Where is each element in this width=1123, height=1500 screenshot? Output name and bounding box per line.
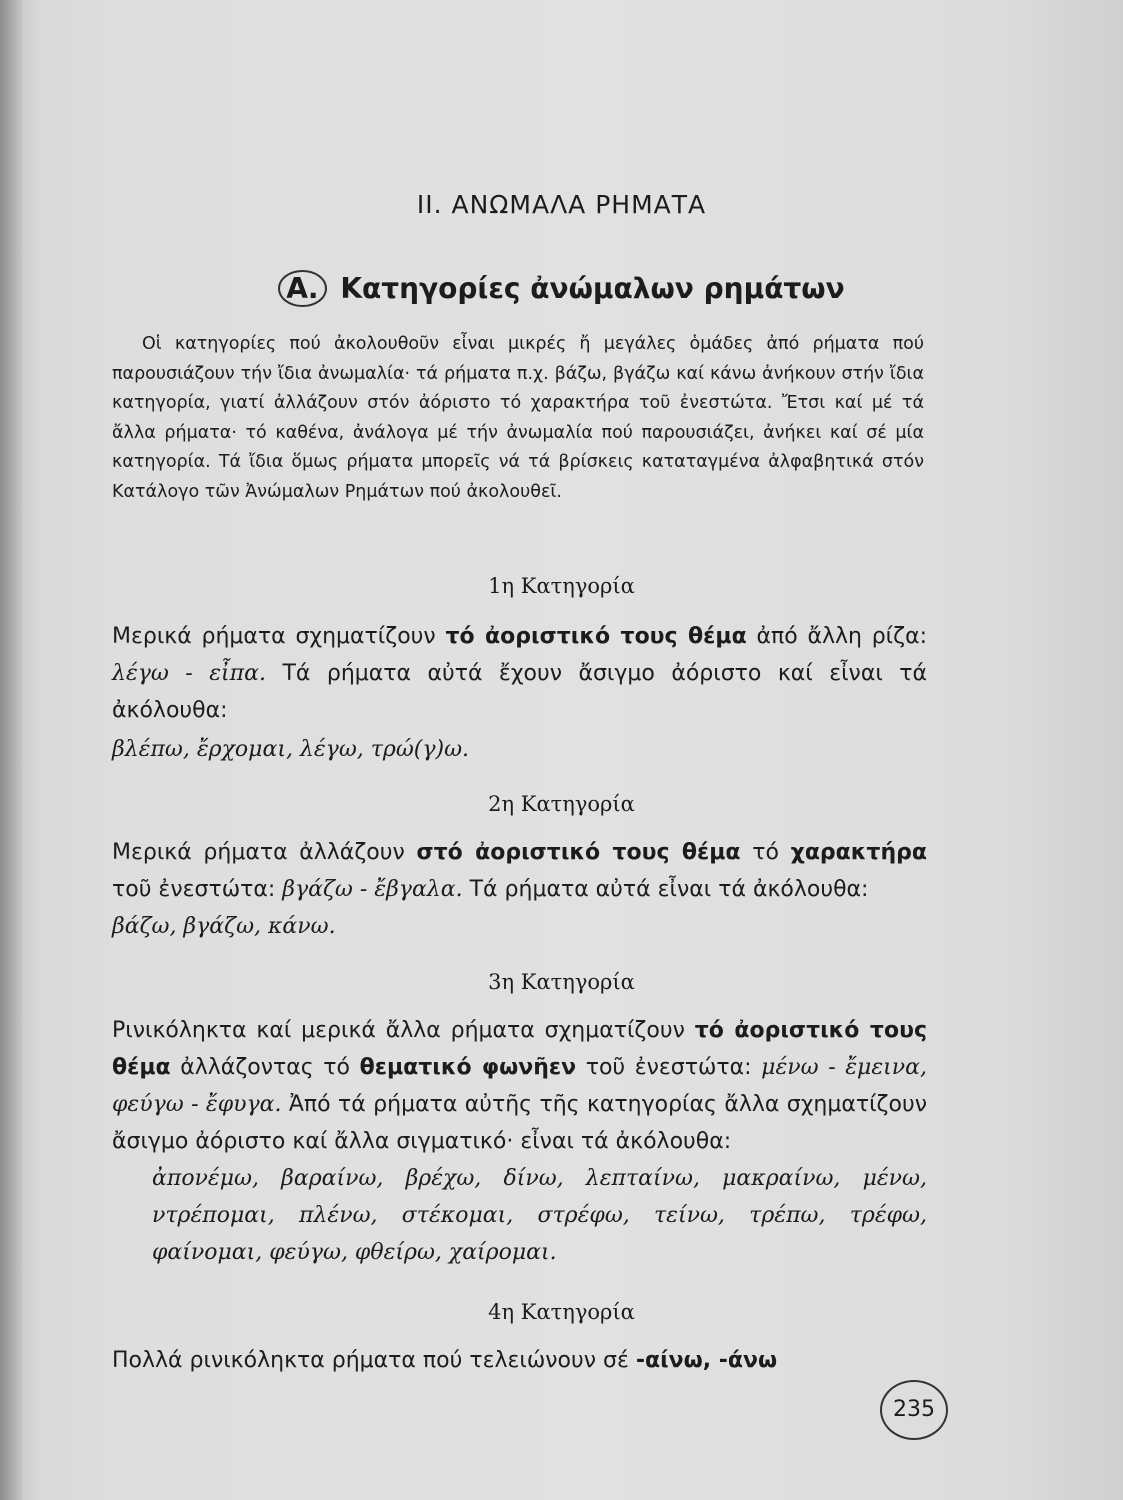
section-title: II. ΑΝΩΜΑΛΑ ΡΗΜΑΤΑ [416,190,707,219]
category-1-example: λέγω - εἶπα. [112,661,266,686]
category-2-title: 2η Κατηγορία [488,792,635,816]
category-2-example: βγάζω - ἔβγαλα. [282,877,463,902]
category-2-text-3: τοῦ ἐνεστώτα: [112,877,283,902]
category-3-text-4: Ἀπό τά ρήματα αὐτῆς τῆς κατηγορίας ἄλλα σχηματίζουν ἄσιγμο ἀόριστο καί ἄλλα σιγματικό· εἶναι τά ἀκόλουθα: [112,1092,927,1154]
category-1-text-2: ἀπό ἄλλη ρίζα: [746,624,927,649]
category-3-bold-2: θεματικό φωνῆεν [359,1055,577,1080]
category-3-title: 3η Κατηγορία [488,970,635,994]
category-2-text-1: Μερικά ρήματα ἀλλάζουν [112,840,417,865]
category-4-text [112,1342,927,1379]
category-3-text-2: ἀλλάζοντας τό [170,1055,360,1080]
category-2-body [112,834,927,945]
category-1-title: 1η Κατηγορία [488,574,635,598]
category-2-bold-1: στό ἀοριστικό τους θέμα [416,840,741,865]
category-4-bold-1: -αίνω, -άνω [635,1348,778,1373]
category-2-text [112,834,927,908]
category-3-text-3: τοῦ ἐνεστώτα: [576,1055,762,1080]
category-2-bold-2: χαρακτήρα [790,840,927,865]
category-4-title: 4η Κατηγορία [488,1300,635,1324]
subsection-title [0,270,1123,307]
page-number: 235 [880,1380,948,1440]
category-1-bold-1: τό ἀοριστικό τους θέμα [445,624,747,649]
category-1-text [112,618,927,729]
category-1-body [112,618,927,768]
category-2-text-2: τό [740,840,791,865]
category-3-example: μένω - ἔμεινα, φεύγω - ἔφυγα. [112,1055,927,1117]
category-3-body [112,1012,927,1271]
category-3-text-1: Ρινικόληκτα καί μερικά ἄλλα ρήματα σχηματίζουν [112,1018,695,1043]
category-1-text-3: Τά ρήματα αὐτά ἔχουν ἄσιγμο ἀόριστο καί εἶναι τά ἀκόλουθα: [112,661,927,723]
book-spine-shadow [0,0,22,1500]
category-1-text-1: Μερικά ρήματα σχηματίζουν [112,624,446,649]
intro-paragraph [112,330,924,507]
category-3-text [112,1012,927,1160]
subsection-title-text: Κατηγορίες ἀνώμαλων ρημάτων [340,272,845,305]
intro-text: Οἱ κατηγορίες πού ἀκολουθοῦν εἶναι μικρές ἤ μεγάλες ὁμάδες ἀπό ρήματα πού παρουσιάζουν τήν ἴδια ἀνωμαλία· τά ρήματα π.χ. βάζω, βγάζω καί κάνω ἀνήκουν στήν ἴδια κατηγορία, γιατί ἀλλάζουν στόν ἀόριστο τό χαρακτήρα τοῦ ἐνεστώτα. Ἔτσι καί μέ τά ἄλλα ρήματα· τό καθένα, ἀνάλογα μέ τήν ἀνωμαλία πού παρουσιάζει, ἀνήκει καί σέ μία κατηγορία. Τά ἴδια ὅμως ρήματα μπορεῖς νά τά βρίσκεις καταταγμένα ἀλφαβητικά στόν Κατάλογο τῶν Ἀνώμαλων Ρημάτων πού ἀκολουθεῖ. [112,334,924,502]
category-2-verb-list: βάζω, βγάζω, κάνω. [112,914,336,939]
category-3-verb-list: ἀπονέμω, βαραίνω, βρέχω, δίνω, λεπταίνω, μακραίνω, μένω, ντρέπομαι, πλένω, στέκομαι, στρέφω, τείνω, τρέπω, τρέφω, φαίνομαι, φεύγω, φθείρω, χαίρομαι. [152,1166,927,1265]
subsection-letter: Α. [278,270,326,307]
category-1-verb-list: βλέπω, ἔρχομαι, λέγω, τρώ(γ)ω. [112,737,470,762]
category-4-text-1: Πολλά ρινικόληκτα ρήματα πού τελειώνουν σέ [112,1348,636,1373]
category-3-bold-1: τό ἀοριστικό τους θέμα [112,1018,927,1080]
category-4-body [112,1342,927,1379]
category-2-text-4: Τά ρήματα αὐτά εἶναι τά ἀκόλουθα: [462,877,869,902]
